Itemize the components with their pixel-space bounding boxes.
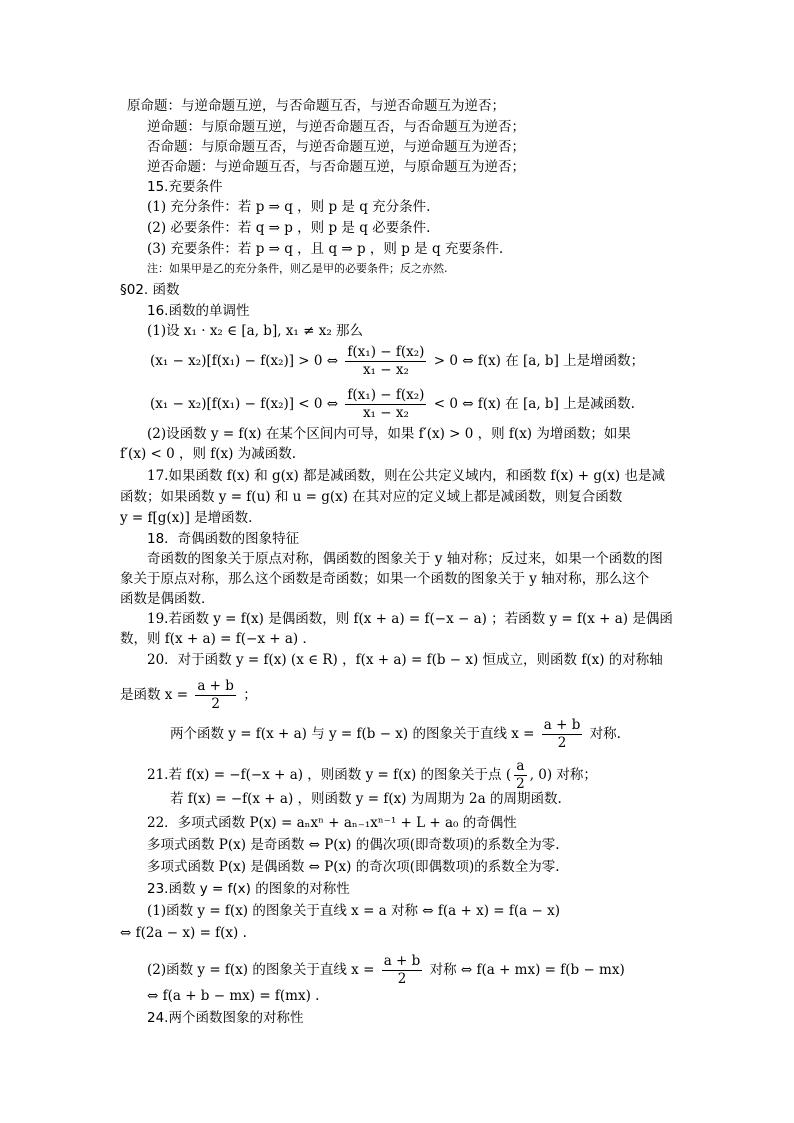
fraction [514,758,527,793]
formula-decreasing-right: < 0 ⇔ f(x) 在 [a, b] 上是减函数. [433,396,635,412]
fraction-numerator: a + b [383,953,421,969]
fraction-denominator: 2 [397,971,407,987]
fraction-numerator: a + b [197,678,234,694]
text-line-23-1: (1)函数 y = f(x) 的图象关于直线 x = a 对称 ⇔ f(a + x) = f(a − x) [147,903,560,919]
section-heading-16: 16.函数的单调性 [147,303,250,319]
formula-symmetry-axis [120,678,257,713]
formula-increasing-left: (x₁ − x₂)[f(x₁) − f(x₂)] > 0 ⇔ [150,353,339,369]
text-line-necessary-sufficient-condition: (3) 充要条件：若 p ⇒ q ，且 q ⇒ p ，则 p 是 q 充要条件. [147,241,504,257]
text-line-original-proposition: 原命题：与逆命题互逆，与否命题互否，与逆否命题互为逆否； [127,98,505,114]
text-line-sufficient-condition: (1) 充分条件：若 p ⇒ q ，则 p 是 q 充分条件. [147,199,431,215]
text-line-22-even: 多项式函数 P(x) 是偶函数 ⇔ P(x) 的奇次项(即偶数项)的系数全为零. [147,859,560,875]
text-line-note: 注：如果甲是乙的充分条件，则乙是甲的必要条件；反之亦然. [147,262,448,275]
text-line-derivative-criterion-cont: f′(x) < 0 ，则 f(x) 为减函数. [120,446,297,462]
section-heading-24: 24.两个函数图象的对称性 [147,1010,304,1026]
formula-increasing-right: > 0 ⇔ f(x) 在 [a, b] 上是增函数； [433,353,645,369]
fraction [542,717,583,752]
fraction [345,387,426,422]
formula-two-functions-symmetric [170,717,621,752]
fraction-denominator: 2 [211,696,220,712]
formula-two-functions-left: 两个函数 y = f(x + a) 与 y = f(b − x) 的图象关于直线 x = [170,726,535,742]
text-line-monotonic-setup: (1)设 x₁ · x₂ ∈ [a, b], x₁ ≠ x₂ 那么 [147,323,364,339]
formula-increasing [150,344,644,379]
text-line-22-odd: 多项式函数 P(x) 是奇函数 ⇔ P(x) 的偶次项(即奇数项)的系数全为零. [147,837,560,853]
text-line-inverse-proposition: 否命题：与原命题互否，与逆否命题互逆，与逆命题互为逆否； [147,139,525,155]
text-line-19-cont: 数，则 f(x + a) = f(−x + a) ． [120,631,316,647]
text-line-18-end: 函数是偶函数． [120,591,215,607]
fraction-denominator: x₁ − x₂ [362,362,409,378]
fraction-denominator: 2 [557,735,567,751]
formula-point-symmetry-right: , 0) 对称； [529,767,597,783]
section-heading-23: 23.函数 y = f(x) 的图象的对称性 [147,881,350,897]
formula-symmetry-axis-right: ； [243,687,257,703]
text-line-22: 22．多项式函数 P(x) = aₙxⁿ + aₙ₋₁xⁿ⁻¹ + L + a₀ 的奇偶性 [147,815,517,831]
text-line-20: 20．对于函数 y = f(x) (x ∈ R) ，f(x + a) = f(b − x) 恒成立，则函数 f(x) 的对称轴 [147,652,663,668]
fraction-numerator: a + b [543,717,581,733]
formula-decreasing-left: (x₁ − x₂)[f(x₁) − f(x₂)] < 0 ⇔ [150,396,339,412]
formula-decreasing [150,387,635,422]
section-heading-18: 18．奇偶函数的图象特征 [147,531,300,547]
text-line-17: 17.如果函数 f(x) 和 g(x) 都是减函数，则在公共定义域内，和函数 f(x) + g(x) 也是减 [147,468,665,484]
fraction [382,953,423,988]
formula-two-functions-right: 对称. [589,726,621,742]
text-line-18-cont: 象关于原点对称，那么这个函数是奇函数；如果一个函数的图象关于 y 轴对称，那么这个 [120,571,650,587]
text-line-17-cont: 函数；如果函数 y = f(u) 和 u = g(x) 在其对应的定义域上都是减函数，则复合函数 [120,489,623,505]
fraction-numerator: f(x₁) − f(x₂) [347,387,425,403]
fraction-denominator: x₁ − x₂ [362,405,409,421]
text-line-converse-proposition: 逆命题：与原命题互逆，与逆否命题互否，与否命题互为逆否； [147,119,525,135]
text-line-periodic: 若 f(x) = −f(x + a) ，则函数 y = f(x) 为周期为 2a 的周期函数. [170,791,562,807]
section-heading-15: 15.充要条件 [147,179,223,195]
fraction-numerator: a [514,758,527,776]
text-line-derivative-criterion: (2)设函数 y = f(x) 在某个区间内可导，如果 f′(x) > 0 ，则 f(x) 为增函数；如果 [147,426,631,442]
text-line-23-2-cont: ⇔ f(a + b − mx) = f(mx) . [147,988,320,1004]
formula-symmetry-axis-left: 是函数 x = [120,687,189,703]
text-line-18: 奇函数的图象关于原点对称，偶函数的图象关于 y 轴对称；反过来，如果一个函数的图 [147,551,663,567]
fraction-numerator: f(x₁) − f(x₂) [347,344,425,360]
formula-23-2-left: (2)函数 y = f(x) 的图象关于直线 x = [147,962,375,978]
fraction [195,678,236,713]
text-line-17-end: y = f[g(x)] 是增函数. [120,510,253,526]
fraction [345,344,426,379]
text-line-necessary-condition: (2) 必要条件：若 q ⇒ p ，则 p 是 q 必要条件. [147,220,431,236]
fraction-denominator: 2 [516,776,525,792]
formula-23-2 [147,953,625,988]
formula-point-symmetry-left: 21.若 f(x) = −f(−x + a) ，则函数 y = f(x) 的图象关于点 ( [147,767,512,783]
chapter-heading-functions: §02. 函数 [120,282,180,298]
text-line-contrapositive-proposition: 逆否命题：与逆命题互否，与否命题互逆，与原命题互为逆否； [147,159,525,175]
text-line-19: 19.若函数 y = f(x) 是偶函数，则 f(x + a) = f(−x − a) ；若函数 y = f(x + a) 是偶函 [147,611,673,627]
formula-23-2-right: 对称 ⇔ f(a + mx) = f(b − mx) [429,962,625,978]
formula-point-symmetry [147,758,597,793]
text-line-23-1-cont: ⇔ f(2a − x) = f(x) . [120,925,247,941]
